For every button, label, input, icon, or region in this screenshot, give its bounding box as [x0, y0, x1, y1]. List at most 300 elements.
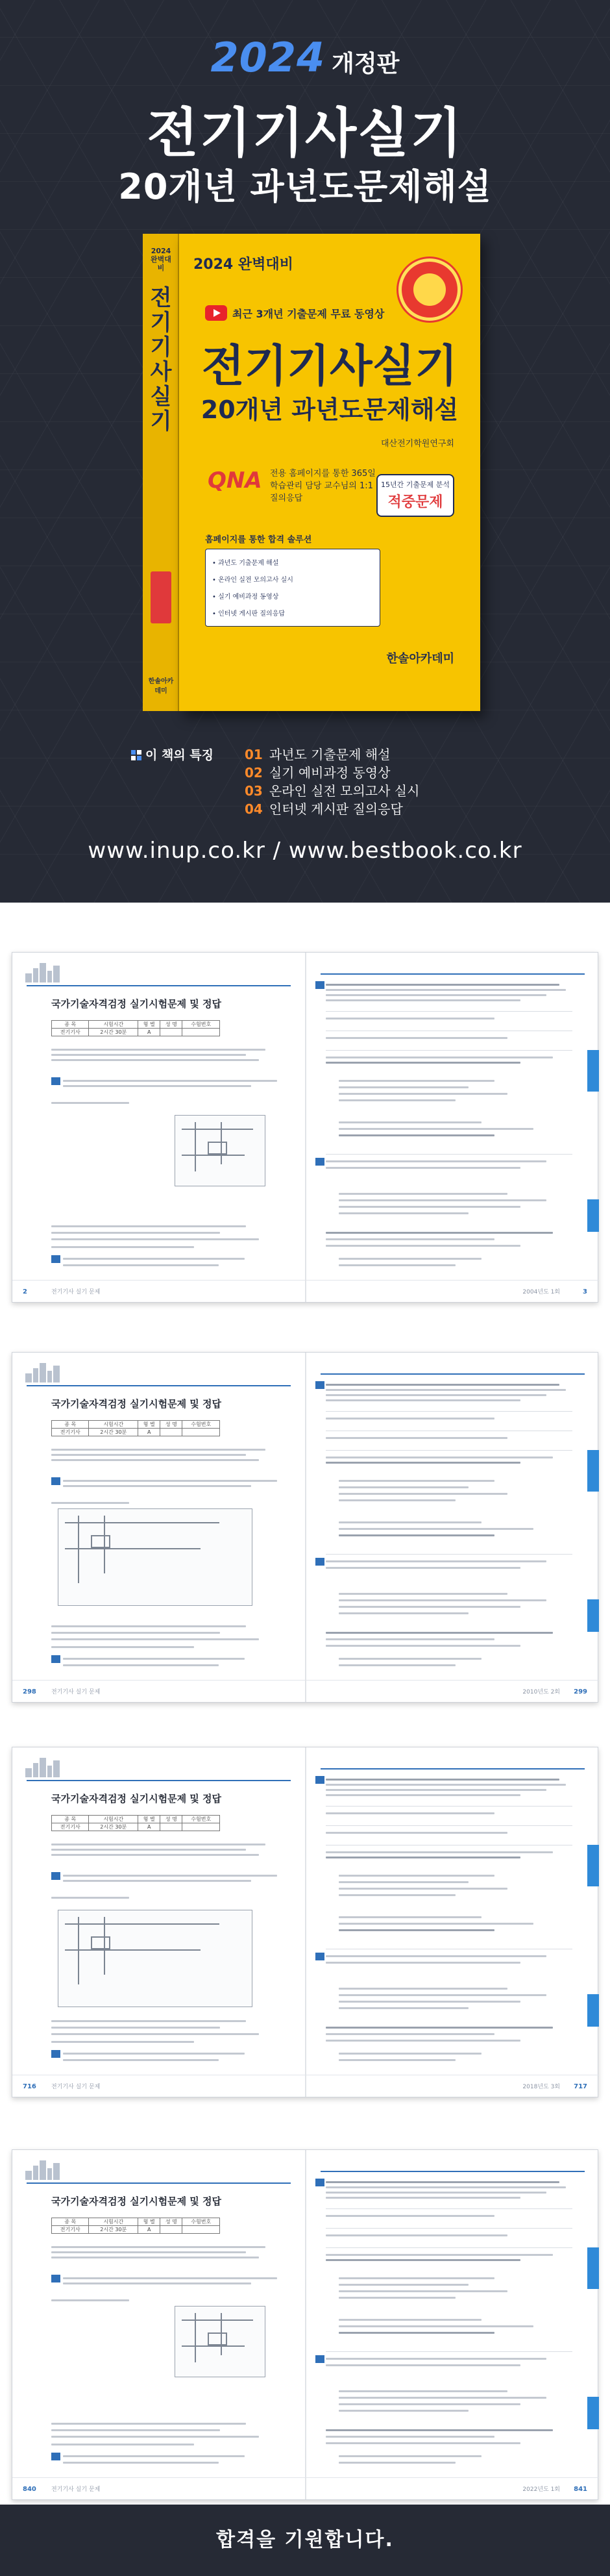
cover-feature-row: • 온라인 실전 모의고사 실시	[212, 577, 293, 584]
text-line	[339, 1099, 456, 1101]
text-line	[339, 1212, 469, 1214]
info-value-cell	[182, 1429, 220, 1436]
circuit-diagram	[58, 1910, 252, 2007]
hero-banner	[0, 0, 610, 903]
text-line	[326, 1437, 507, 1439]
cover-title: 전기기사실기	[201, 341, 458, 392]
text-line	[326, 2186, 566, 2188]
text-line	[63, 1875, 277, 1877]
text-line	[339, 1988, 507, 1990]
question-number	[315, 1558, 324, 1566]
cover-feature-row: • 실기 예비과정 동영상	[212, 594, 279, 601]
text-line	[339, 1599, 546, 1601]
text-line	[339, 2053, 482, 2055]
info-value-cell	[182, 2226, 220, 2234]
cover-tag-small: 15년간 기출문제 분석	[381, 481, 450, 489]
text-line	[63, 2455, 245, 2457]
feature-num: 02	[245, 765, 263, 781]
info-value-cell	[182, 1823, 220, 1831]
text-line	[326, 2429, 553, 2431]
text-line	[339, 1258, 482, 1260]
hero-year-line	[0, 34, 610, 81]
text-line	[339, 1894, 456, 1896]
footer-label: 전기기사 실기 문제	[51, 1689, 101, 1695]
info-value-cell	[160, 2226, 182, 2234]
text-line	[326, 999, 520, 1001]
features-heading	[131, 745, 214, 763]
info-header-cell: 종 목	[52, 1421, 89, 1429]
cover-edition: 2024 완벽대비	[193, 256, 293, 273]
text-line	[63, 2053, 245, 2055]
answer-rule	[326, 2228, 572, 2229]
exam-info-table	[51, 1018, 246, 1036]
question-number	[51, 1477, 60, 1485]
text-line	[63, 1485, 251, 1487]
header-rule	[321, 1768, 585, 1769]
cover-video-line: 최근 3개년 기출문제 무료 동영상	[232, 308, 385, 320]
text-line	[326, 1832, 507, 1834]
text-line	[339, 1499, 456, 1501]
page-footer	[306, 1280, 599, 1302]
info-header-cell: 성 명	[160, 2218, 182, 2226]
text-line	[339, 1593, 507, 1595]
text-line	[339, 1199, 546, 1201]
info-header-cell: 종 목	[52, 2218, 89, 2226]
skyline-icon	[25, 1755, 64, 1777]
text-line	[339, 1121, 482, 1123]
text-line	[51, 2251, 246, 2253]
footer-label: 2010년도 2회	[522, 1689, 560, 1695]
text-line	[339, 2397, 546, 2399]
text-line	[339, 1206, 520, 1208]
chapter-tab	[587, 1845, 599, 1886]
info-header-cell: 형 별	[138, 1816, 160, 1823]
text-line	[51, 2020, 246, 2022]
text-line	[326, 1857, 520, 1858]
text-line	[326, 1567, 520, 1569]
book-front	[179, 234, 480, 711]
features-heading-text: 이 책의 특징	[145, 748, 214, 762]
text-line	[51, 2246, 265, 2248]
grid-icon	[131, 750, 141, 760]
text-line	[326, 2259, 520, 2261]
header-rule	[321, 1373, 585, 1375]
question-number	[51, 2050, 60, 2058]
book-cover-image	[143, 234, 480, 711]
text-line	[339, 2410, 469, 2412]
text-line	[51, 2041, 194, 2043]
question-number	[315, 1953, 324, 1960]
question-number	[51, 1655, 60, 1663]
text-line	[326, 1784, 566, 1786]
info-value-cell: 전기기사	[52, 1823, 89, 1831]
page-number: 840	[23, 2486, 36, 2493]
header-rule	[27, 1385, 291, 1386]
footer-label: 전기기사 실기 문제	[51, 2084, 101, 2090]
chapter-tab	[587, 2397, 599, 2429]
chapter-tab	[587, 1050, 599, 1092]
text-line	[339, 2277, 494, 2279]
text-line	[339, 1134, 494, 1136]
feature-num: 03	[245, 783, 263, 799]
exam-info-table	[51, 1812, 246, 1831]
info-value-cell	[160, 1823, 182, 1831]
info-header-cell: 수험번호	[182, 2218, 220, 2226]
text-line	[339, 1086, 469, 1088]
text-line	[51, 1638, 259, 1640]
text-line	[339, 1612, 469, 1614]
text-line	[339, 1888, 507, 1890]
info-value-cell: 전기기사	[52, 2226, 89, 2234]
spine-edition: 2024 완벽대비	[151, 247, 171, 272]
right-page	[306, 953, 599, 1302]
text-line	[63, 1658, 245, 1660]
text-line	[326, 1057, 553, 1058]
text-line	[326, 2364, 520, 2366]
question-number	[51, 1077, 60, 1085]
text-line	[326, 2181, 559, 2183]
info-value-cell: A	[138, 1429, 160, 1436]
text-line	[51, 1502, 129, 1504]
info-header-cell: 시험시간	[89, 2218, 138, 2226]
text-line	[326, 1955, 546, 1957]
question-number	[315, 2179, 324, 2186]
info-header-cell: 시험시간	[89, 1816, 138, 1823]
text-line	[326, 1462, 520, 1464]
answer-rule	[326, 2247, 572, 2248]
question-number	[315, 1381, 324, 1389]
page-footer	[306, 1680, 599, 1702]
spine-red-label	[151, 571, 171, 623]
text-line	[339, 2455, 482, 2457]
page-number: 299	[574, 1688, 587, 1695]
feature-text: 과년도 기출문제 해설	[269, 747, 391, 762]
answer-rule	[326, 1450, 572, 1451]
info-value-cell	[160, 1429, 182, 1436]
text-line	[51, 1238, 259, 1240]
text-line	[339, 1080, 494, 1082]
text-line	[326, 1418, 494, 1419]
footer-label: 전기기사 실기 문제	[51, 1289, 101, 1295]
text-line	[326, 1560, 546, 1562]
exam-title: 국가기술자격검정 실기시험문제 및 정답	[51, 2195, 221, 2207]
info-value-cell: 2시간 30분	[89, 1029, 138, 1036]
cover-features-box	[205, 549, 380, 627]
cover-tag-big: 적중문제	[387, 494, 443, 510]
text-line	[326, 984, 559, 986]
text-line	[339, 1093, 507, 1095]
info-header-cell: 수험번호	[182, 1021, 220, 1029]
header-rule	[27, 985, 291, 986]
header-rule	[321, 973, 585, 975]
text-line	[339, 1264, 456, 1266]
text-line	[339, 2319, 482, 2321]
cover-publisher: 한솔아카데미	[386, 652, 454, 666]
chapter-tab	[587, 1994, 599, 2027]
spine-publisher: 한솔아카데미	[148, 678, 174, 695]
text-line	[51, 2257, 259, 2258]
info-header-cell: 형 별	[138, 1421, 160, 1429]
text-line	[326, 994, 546, 996]
text-line	[51, 1049, 265, 1051]
text-line	[326, 1399, 520, 1401]
left-page	[12, 1747, 305, 2097]
answer-rule	[326, 1011, 572, 1012]
text-line	[51, 1449, 265, 1451]
book-spine	[143, 234, 179, 711]
text-line	[339, 1193, 507, 1195]
text-line	[339, 1486, 469, 1488]
sample-pages	[0, 903, 610, 2505]
left-page	[12, 2150, 305, 2499]
info-header-cell: 형 별	[138, 1021, 160, 1029]
cover-feature-row: • 인터넷 게시판 질의응답	[212, 610, 286, 618]
info-value-cell: 2시간 30분	[89, 1823, 138, 1831]
left-page	[12, 953, 305, 1302]
text-line	[51, 2299, 129, 2301]
question-number	[315, 981, 324, 989]
text-line	[51, 2423, 246, 2425]
question-number	[315, 2355, 324, 2363]
text-line	[326, 1789, 546, 1791]
text-line	[51, 2436, 259, 2438]
info-header-cell: 시험시간	[89, 1021, 138, 1029]
text-line	[326, 2234, 507, 2236]
info-header-cell: 종 목	[52, 1021, 89, 1029]
exam-info-table	[51, 1418, 246, 1436]
text-line	[326, 1384, 559, 1386]
info-header-cell: 성 명	[160, 1021, 182, 1029]
text-line	[339, 2390, 507, 2392]
text-line	[326, 1638, 494, 1640]
cover-feature-row: • 과년도 기출문제 해설	[212, 560, 279, 567]
page-number: 3	[583, 1288, 587, 1295]
text-line	[326, 1232, 553, 1234]
text-line	[326, 1167, 520, 1169]
text-line	[51, 2033, 259, 2035]
page-number: 841	[574, 2486, 587, 2493]
text-line	[51, 1059, 259, 1061]
exam-info-table	[51, 2215, 246, 2234]
text-line	[326, 1394, 546, 1396]
text-line	[51, 1844, 265, 1845]
left-page	[12, 1353, 305, 1702]
text-line	[326, 1062, 520, 1064]
circuit-diagram	[58, 1508, 252, 1606]
hero-edition: 개정판	[332, 51, 400, 77]
text-line	[339, 1923, 533, 1925]
text-line	[339, 1916, 482, 1918]
text-line	[339, 1875, 494, 1877]
sample-spread	[12, 1747, 598, 2097]
exam-title: 국가기술자격검정 실기시험문제 및 정답	[51, 998, 221, 1010]
info-header-cell: 성 명	[160, 1421, 182, 1429]
question-number	[51, 2453, 60, 2460]
page-number: 2	[23, 1288, 27, 1295]
info-header-cell: 수험번호	[182, 1816, 220, 1823]
text-line	[339, 1128, 533, 1130]
text-line	[339, 1929, 494, 1931]
text-line	[51, 1232, 220, 1234]
sample-spread	[12, 952, 598, 1303]
sample-spread	[12, 1352, 598, 1703]
text-line	[326, 1962, 520, 1964]
text-line	[63, 1480, 277, 1482]
text-line	[326, 989, 566, 991]
feature-num: 01	[245, 747, 263, 762]
text-line	[326, 2197, 520, 2199]
text-line	[326, 1018, 494, 1019]
answer-rule	[326, 1411, 572, 1412]
page-footer	[306, 2477, 599, 2499]
text-line	[326, 2027, 553, 2029]
text-line	[51, 1054, 246, 1056]
text-line	[339, 2297, 456, 2299]
text-line	[326, 1812, 494, 1814]
text-line	[51, 2444, 194, 2445]
text-line	[339, 2001, 520, 2003]
right-page	[306, 1353, 599, 1702]
feature-num: 04	[245, 801, 263, 817]
answer-rule	[326, 1154, 572, 1155]
info-header-cell: 형 별	[138, 2218, 160, 2226]
info-value-cell: 2시간 30분	[89, 2226, 138, 2234]
features-list	[245, 745, 419, 818]
circuit-diagram	[175, 2306, 265, 2377]
text-line	[63, 1264, 219, 1266]
cover-tag	[376, 474, 454, 517]
skyline-icon	[25, 1360, 64, 1382]
header-rule	[27, 1780, 291, 1781]
text-line	[326, 1779, 559, 1781]
hero-title: 전기기사실기	[147, 103, 463, 164]
question-number	[315, 1158, 324, 1166]
text-line	[326, 2215, 494, 2217]
page-footer	[12, 1280, 305, 1302]
answer-rule	[326, 2351, 572, 2352]
text-line	[51, 2429, 220, 2431]
feature-text: 인터넷 게시판 질의응답	[269, 801, 403, 817]
text-line	[326, 2358, 546, 2360]
text-line	[326, 1160, 546, 1162]
text-line	[339, 2007, 469, 2009]
answer-rule	[326, 1050, 572, 1051]
text-line	[51, 1646, 194, 1648]
text-line	[326, 2254, 553, 2256]
right-page	[306, 2150, 599, 2499]
text-line	[51, 1849, 246, 1851]
text-line	[326, 1645, 520, 1647]
text-line	[51, 1854, 259, 1856]
text-line	[51, 1459, 259, 1461]
text-line	[51, 1246, 194, 1248]
chapter-tab	[587, 1450, 599, 1492]
info-value-cell	[160, 1029, 182, 1036]
answer-rule	[326, 1825, 572, 1826]
youtube-play-icon	[205, 305, 227, 321]
text-line	[339, 1534, 494, 1536]
text-line	[51, 1897, 129, 1899]
text-line	[326, 2436, 494, 2438]
text-line	[63, 2277, 277, 2279]
cover-qna-text: 전용 홈페이지를 통한 365일 학습관리 담당 교수님의 1:1 질의응답	[270, 469, 376, 503]
text-line	[339, 1480, 494, 1482]
question-number	[51, 1255, 60, 1263]
info-value-cell	[182, 1029, 220, 1036]
cover-medal-icon	[398, 258, 461, 321]
info-value-cell: 전기기사	[52, 1429, 89, 1436]
footer-label: 전기기사 실기 문제	[51, 2486, 101, 2493]
info-value-cell: A	[138, 1823, 160, 1831]
spine-title: 전기기사실기	[150, 285, 172, 434]
sample-spread	[12, 2149, 598, 2500]
text-line	[51, 1225, 246, 1227]
text-line	[326, 1037, 507, 1039]
text-line	[339, 2403, 520, 2405]
info-header-cell: 성 명	[160, 1816, 182, 1823]
header-rule	[321, 2171, 585, 2172]
feature-item	[245, 800, 419, 818]
chapter-tab	[587, 2247, 599, 2289]
answer-rule	[326, 1806, 572, 1807]
text-line	[63, 1080, 277, 1082]
text-line	[339, 1493, 507, 1495]
text-line	[326, 2442, 520, 2444]
text-line	[326, 1245, 520, 1247]
text-line	[326, 1632, 553, 1634]
page-footer	[12, 2477, 305, 2499]
circuit-diagram	[175, 1115, 265, 1186]
text-line	[326, 1851, 553, 1853]
answer-rule	[326, 2208, 572, 2209]
feature-item	[245, 782, 419, 800]
cover-subtitle: 20개년 과년도문제해설	[201, 395, 459, 424]
hero-year: 2024	[210, 34, 326, 81]
skyline-icon	[25, 2158, 64, 2180]
text-line	[63, 2462, 219, 2464]
info-value-cell: 전기기사	[52, 1029, 89, 1036]
question-number	[315, 1776, 324, 1784]
answer-rule	[326, 1554, 572, 1555]
text-line	[51, 2027, 220, 2029]
question-number	[51, 2275, 60, 2282]
closing-banner: 합격을 기원합니다.	[0, 2505, 610, 2576]
text-line	[326, 2192, 546, 2194]
skyline-icon	[25, 960, 64, 982]
page-number: 717	[574, 2083, 587, 2090]
text-line	[339, 2284, 469, 2286]
text-line	[326, 1389, 566, 1391]
text-line	[339, 1606, 520, 1608]
feature-text: 실기 예비과정 동영상	[269, 765, 391, 781]
page-footer	[12, 2075, 305, 2097]
cover-author: 대산전기학원연구회	[380, 439, 454, 449]
cover-qna: QNA	[208, 468, 262, 494]
exam-title: 국가기술자격검정 실기시험문제 및 정답	[51, 1793, 221, 1805]
footer-label: 2022년도 1회	[522, 2486, 560, 2493]
text-line	[63, 1258, 245, 1260]
feature-item	[245, 764, 419, 782]
text-line	[51, 1454, 246, 1456]
chapter-tab	[587, 1199, 599, 1232]
text-line	[326, 1238, 494, 1240]
page-number: 716	[23, 2083, 36, 2090]
feature-item	[245, 745, 419, 764]
text-line	[339, 2290, 507, 2292]
info-header-cell: 시험시간	[89, 1421, 138, 1429]
page-number: 298	[23, 1688, 36, 1695]
text-line	[339, 1528, 533, 1530]
